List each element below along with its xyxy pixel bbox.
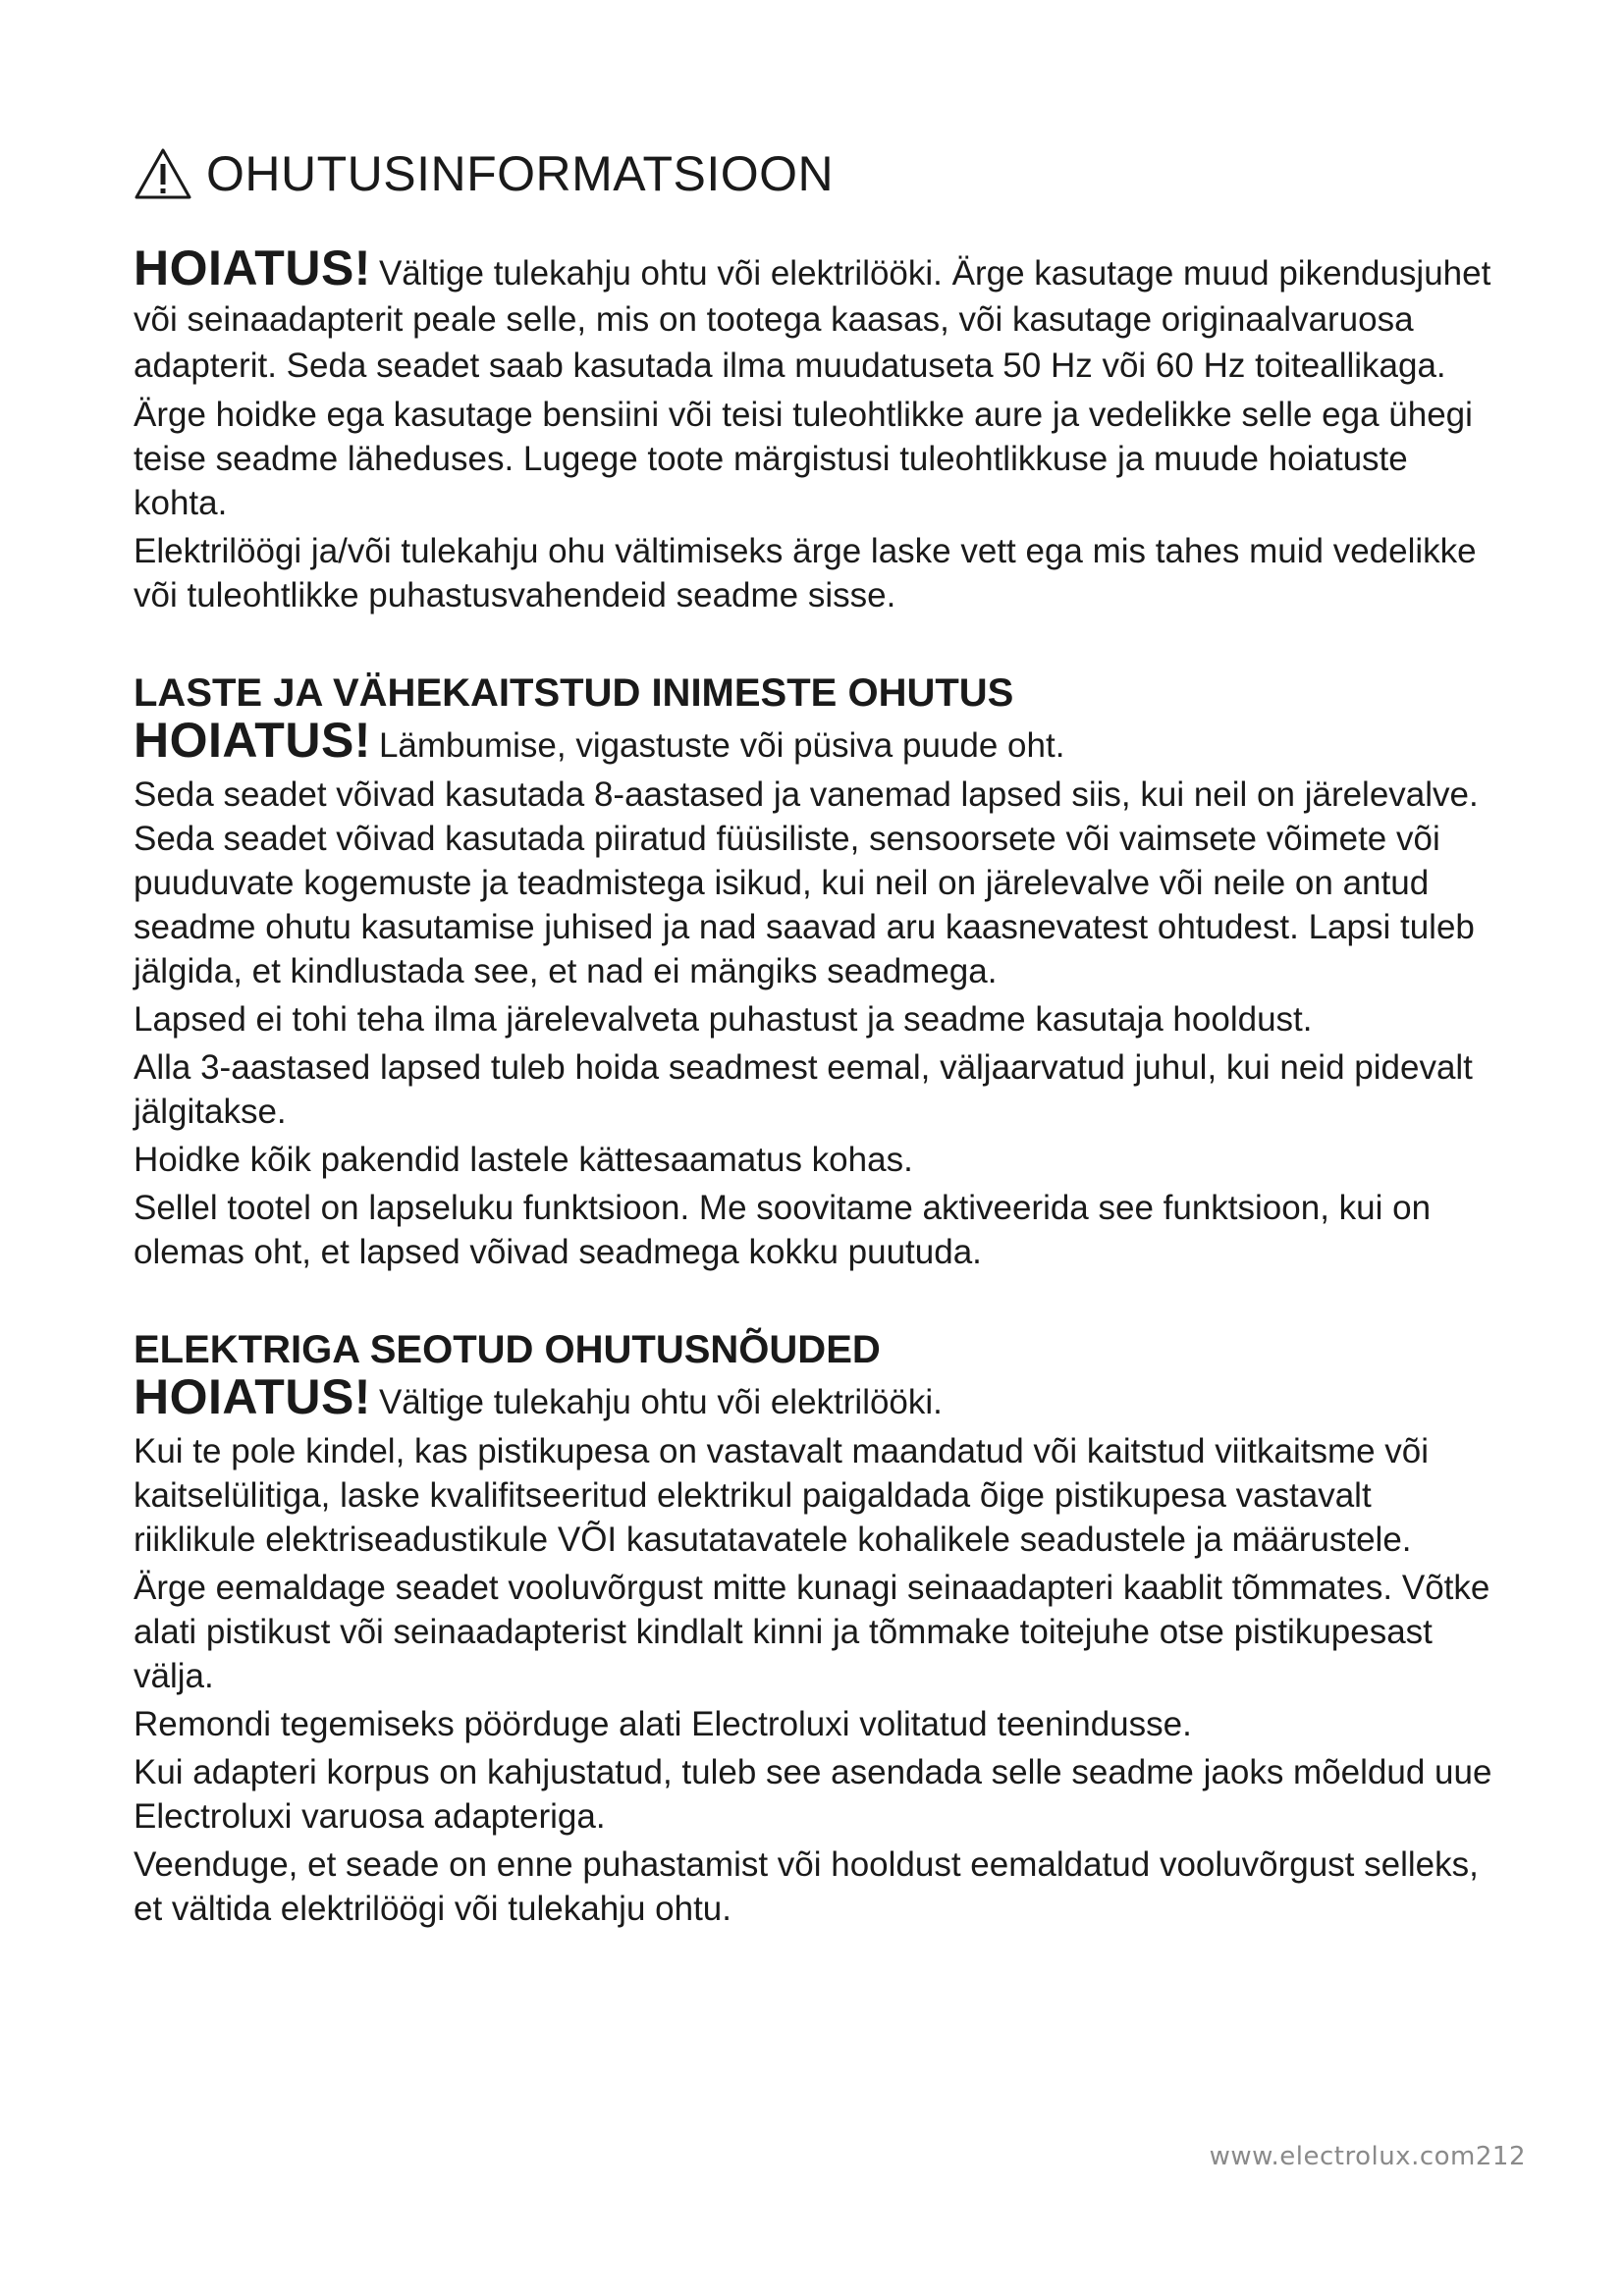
- warning-triangle-icon: [134, 147, 192, 200]
- paragraph: Kui te pole kindel, kas pistikupesa on vastavalt maandatud või kaitstud viitkaitsme või kaitselülitiga, laske kvalifitseeritud elektrikul paigaldada õige pistikupesa vastavalt riiklikule elektriseadustikule VÕI kasutatavatele kohalikele seadustele ja määrustele.: [134, 1432, 1430, 1559]
- paragraph: Lapsed ei tohi teha ilma järelevalveta puhastust ja seadme kasutaja hooldust.: [134, 1000, 1313, 1039]
- footer-url: www.electrolux.com212: [1209, 2142, 1526, 2171]
- section-general-safety: [134, 240, 1498, 617]
- warning-paragraph: [134, 1369, 1498, 1425]
- paragraph: Veenduge, et seade on enne puhastamist või hooldust eemaldatud vooluvõrgust selleks, et vältida elektrilöögi või tulekahju ohtu.: [134, 1845, 1479, 1928]
- paragraph: Ärge hoidke ega kasutage bensiini või teisi tuleohtlikke aure ja vedelikke selle ega ühegi teise seadme läheduses. Lugege toote märgistusi tuleohtlikkuse ja muude hoiatuste kohta.: [134, 396, 1473, 522]
- warning-paragraph: [134, 713, 1498, 769]
- warning-label: HOIATUS!: [134, 1369, 371, 1424]
- paragraph: Alla 3-aastased lapsed tuleb hoida seadmest eemal, väljaarvatud juhul, kui neid pidevalt jälgitakse.: [134, 1048, 1473, 1131]
- section-heading: LASTE JA VÄHEKAITSTUD INIMESTE OHUTUS: [134, 671, 1014, 715]
- warning-text: Vältige tulekahju ohtu või elektrilööki. Ärge kasutage muud pikendusjuhet või seinaadapterit peale selle, mis on tootega kaasas, või kasutage originaalvaruosa adapterit. Seda seadet saab kasutada ilma muudatuseta 50 Hz või 60 Hz toiteallikaga.: [134, 254, 1491, 385]
- paragraph: Hoidke kõik pakendid lastele kättesaamatus kohas.: [134, 1141, 913, 1179]
- warning-paragraph: [134, 240, 1498, 389]
- section-children-safety: [134, 670, 1498, 1274]
- paragraph: Remondi tegemiseks pöörduge alati Electroluxi volitatud teenindusse.: [134, 1705, 1192, 1743]
- warning-text: Vältige tulekahju ohtu või elektrilööki.: [378, 1383, 943, 1421]
- paragraph: Elektrilöögi ja/või tulekahju ohu vältimiseks ärge laske vett ega mis tahes muid vedelikke või tuleohtlikke puhastusvahendeid seadme sisse.: [134, 532, 1477, 614]
- warning-label: HOIATUS!: [134, 240, 371, 295]
- warning-text: Lämbumise, vigastuste või püsiva puude oht.: [378, 726, 1065, 765]
- page-title: [134, 147, 1498, 200]
- paragraph: Ärge eemaldage seadet vooluvõrgust mitte kunagi seinaadapteri kaablit tõmmates. Võtke alati pistikust või seinaadapterist kindlalt kinni ja tõmmake toitejuhe otse pistikupesast välja.: [134, 1569, 1490, 1695]
- document-page: [134, 147, 1498, 1984]
- paragraph: Seda seadet võivad kasutada 8-aastased ja vanemad lapsed siis, kui neil on järelevalve. Seda seadet võivad kasutada piiratud füüsiliste, sensoorsete või vaimsete võimete või puuduvate kogemuste ja teadmistega isikud, kui neil on järelevalve või neile on antud seadme ohutu kasutamise juhised ja nad saavad aru kaasnevatest ohtudest. Lapsi tuleb jälgida, et kindlustada see, et nad ei mängiks seadmega.: [134, 775, 1479, 990]
- section-electrical-safety: [134, 1327, 1498, 1931]
- paragraph: Kui adapteri korpus on kahjustatud, tuleb see asendada selle seadme jaoks mõeldud uue Electroluxi varuosa adapteriga.: [134, 1753, 1492, 1836]
- warning-label: HOIATUS!: [134, 713, 371, 768]
- paragraph: Sellel tootel on lapseluku funktsioon. Me soovitame aktiveerida see funktsioon, kui on olemas oht, et lapsed võivad seadmega kokku puutuda.: [134, 1189, 1432, 1271]
- page-title-text: OHUTUSINFORMATSIOON: [206, 146, 835, 201]
- section-heading: ELEKTRIGA SEOTUD OHUTUSNÕUDED: [134, 1328, 881, 1371]
